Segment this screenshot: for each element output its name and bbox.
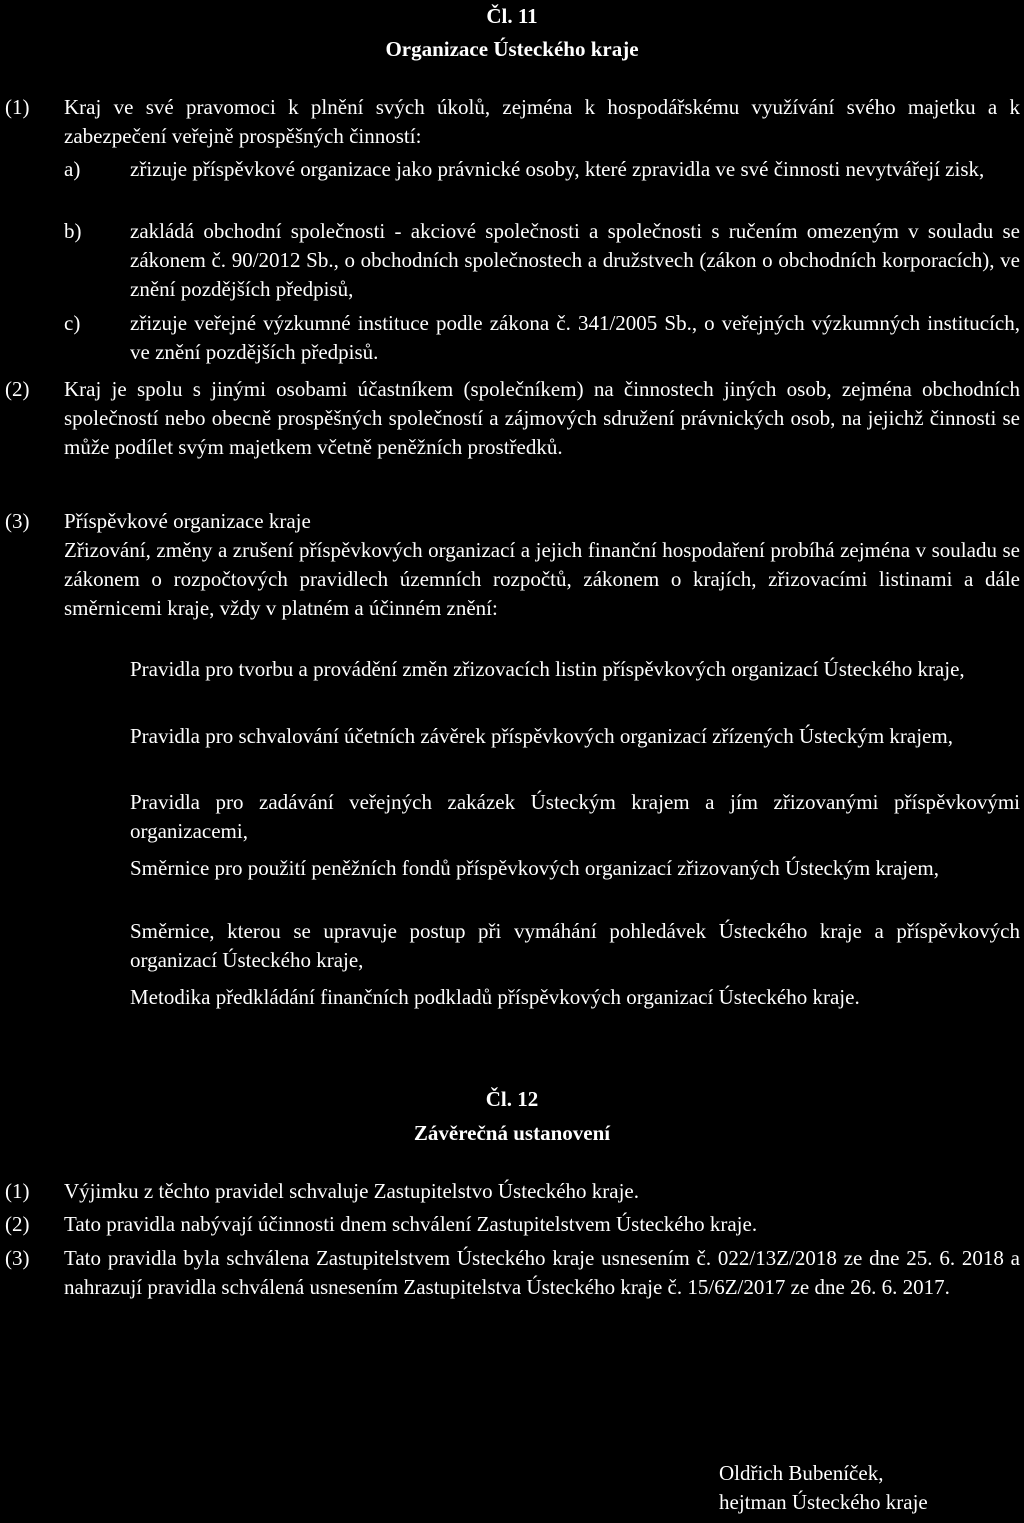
item-c-text: zřizuje veřejné výzkumné instituce podle zákona č. 341/2005 Sb., o veřejných výzkumných institucích, ve znění pozdějších předpisů. bbox=[130, 311, 1020, 364]
item-a-letter: a) bbox=[64, 157, 81, 181]
paragraph-2-number: (2) bbox=[5, 377, 30, 401]
signature-role: hejtman Ústeckého kraje bbox=[719, 1490, 928, 1514]
signature-block bbox=[719, 1459, 1019, 1517]
final-paragraph-3-number: (3) bbox=[5, 1246, 30, 1270]
directive-list-item: Pravidla pro schvalování účetních závěrek příspěvkových organizací zřízených Ústeckým krajem, bbox=[130, 724, 953, 748]
paragraph-3-number: (3) bbox=[5, 509, 30, 533]
signature-name: Oldřich Bubeníček, bbox=[719, 1461, 884, 1485]
article-12-number: Čl. 12 bbox=[485, 1087, 539, 1111]
paragraph-1-intro: Kraj ve své pravomoci k plnění svých úkolů, zejména k hospodářskému využívání svého majetku a k zabezpečení veřejně prospěšných činností: bbox=[64, 95, 1020, 148]
final-paragraph-2-text: Tato pravidla nabývají účinnosti dnem schválení Zastupitelstvem Ústeckého kraje. bbox=[64, 1212, 758, 1236]
item-b-letter: b) bbox=[64, 219, 82, 243]
article-11-number: Čl. 11 bbox=[486, 4, 538, 28]
paragraph-1-number: (1) bbox=[5, 95, 30, 119]
item-b-text: zakládá obchodní společnosti - akciové společnosti a společnosti s ručením omezeným v souladu se zákonem č. 90/2012 Sb., o obchodních společnostech a družstvech (zákon o obchodních korporacích), ve znění pozdějších předpisů, bbox=[130, 219, 1020, 301]
final-paragraph-3-text: Tato pravidla byla schválena Zastupitelstvem Ústeckého kraje usnesením č. 022/13Z/2018 ze dne 25. 6. 2018 a nahrazují pravidla schválená usnesením Zastupitelstva Ústeckého kraje č. 15/6Z/2017 ze dne 26. 6. 2017. bbox=[64, 1246, 1020, 1299]
item-a-text: zřizuje příspěvkové organizace jako právnické osoby, které zpravidla ve své činnosti nevytvářejí zisk, bbox=[130, 157, 985, 181]
directive-list-item: Pravidla pro zadávání veřejných zakázek Ústeckým krajem a jím zřizovanými příspěvkovými organizacemi, bbox=[130, 790, 1020, 843]
directive-list-item: Směrnice pro použití peněžních fondů příspěvkových organizací zřizovaných Ústeckým krajem, bbox=[130, 856, 940, 880]
paragraph-3-heading: Příspěvkové organizace kraje bbox=[64, 509, 311, 533]
item-c-letter: c) bbox=[64, 311, 81, 335]
article-11-title: Organizace Ústeckého kraje bbox=[385, 37, 639, 61]
paragraph-3-text: Zřizování, změny a zrušení příspěvkových organizací a jejich finanční hospodaření probíhá zejména v souladu se zákonem o rozpočtových pravidlech územních rozpočtů, zákonem o krajích, zřizovacími listinami a dále směrnicemi kraje, vždy v platném a účinném znění: bbox=[64, 538, 1020, 620]
final-paragraph-1-number: (1) bbox=[5, 1179, 30, 1203]
article-12-title: Závěrečná ustanovení bbox=[413, 1121, 611, 1145]
paragraph-2-text: Kraj je spolu s jinými osobami účastníkem (společníkem) na činnostech jiných osob, zejména obchodních společností nebo obecně prospěšných společností a zájmových sdružení právnických osob, na jejichž činnosti se může podílet svým majetkem včetně peněžních prostředků. bbox=[64, 377, 1020, 459]
final-paragraph-2-number: (2) bbox=[5, 1212, 30, 1236]
directive-list-item: Pravidla pro tvorbu a provádění změn zřizovacích listin příspěvkových organizací Ústeckého kraje, bbox=[130, 657, 965, 681]
directive-list-item: Metodika předkládání finančních podkladů příspěvkových organizací Ústeckého kraje. bbox=[130, 985, 860, 1009]
final-paragraph-1-text: Výjimku z těchto pravidel schvaluje Zastupitelstvo Ústeckého kraje. bbox=[64, 1179, 639, 1203]
directive-list-item: Směrnice, kterou se upravuje postup při vymáhání pohledávek Ústeckého kraje a příspěvkových organizací Ústeckého kraje, bbox=[130, 919, 1020, 972]
